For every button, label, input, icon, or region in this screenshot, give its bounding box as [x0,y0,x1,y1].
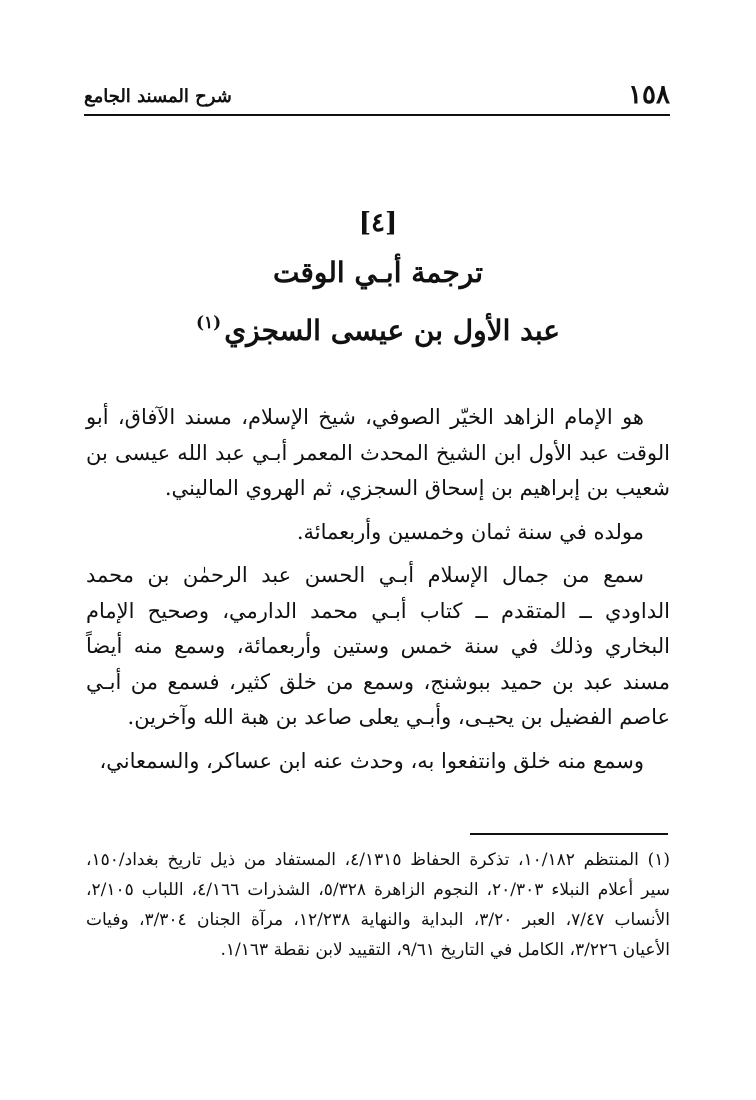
page-header [84,78,670,116]
paragraph-students: وسمع منه خلق وانتفعوا به، وحدث عنه ابن عساكر، والسمعاني، [99,748,644,773]
page-number: ١٥٨ [628,80,670,110]
footnote-text: (١) المنتظم ١٠/١٨٢، تذكرة الحفاظ ٤/١٣١٥، المستفاد من ذيل تاريخ بغداد/١٥٠، سير أعلام النبلاء ٢٠/٣٠٣، النجوم الزاهرة ٥/٣٢٨، الشذرات ٤/١٦٦، اللباب ٢/١٠٥، الأنساب ٧/٤٧، العبر ٣/٢٠، البداية والنهاية ١٢/٢٣٨، مرآة الجنان ٣/٣٠٤، وفيات الأعيان ٣/٢٢٦، الكامل في التاريخ ٩/٦١، التقييد لابن نقطة ١/١٦٣. [86,850,670,960]
footnote-marker: (١) [195,313,222,333]
entry-title: ترجمة أبـي الوقت [272,256,483,289]
entry-number: [٤] [358,208,398,238]
entry-subtitle [0,302,756,352]
biography-text [86,400,670,779]
running-title: شرح المسند الجامع [84,86,232,107]
paragraph-intro: هو الإمام الزاهد الخيّر الصوفي، شيخ الإسلام، مسند الآفاق، أبو الوقت عبد الأول ابن الشيخ المحدث المعمر أبـي عبد الله عيسى بن شعيب بن إبراهيم بن إسحاق السجزي، ثم الهروي الماليني. [86,405,670,500]
entry-subtitle-text: عبد الأول بن عيسى السجزي [224,314,560,347]
paragraph-teachers: سمع من جمال الإسلام أبـي الحسن عبد الرحمٰن بن محمد الداودي ــ المتقدم ــ كتاب أبـي محمد الدارمي، وصحيح الإمام البخاري وذلك في سنة خمس وستين وأربعمائة، وسمع منه أيضاً مسند عبد بن حميد ببوشنج، وسمع من خلق كثير، فسمع من أبـي عاصم الفضيل بن يحيـى، وأبـي يعلى صاعد بن هبة الله وآخرين. [86,563,670,729]
footnote-divider [470,833,668,835]
paragraph-birth: مولده في سنة ثمان وخمسين وأربعمائة. [296,519,644,544]
footnote [86,845,670,965]
